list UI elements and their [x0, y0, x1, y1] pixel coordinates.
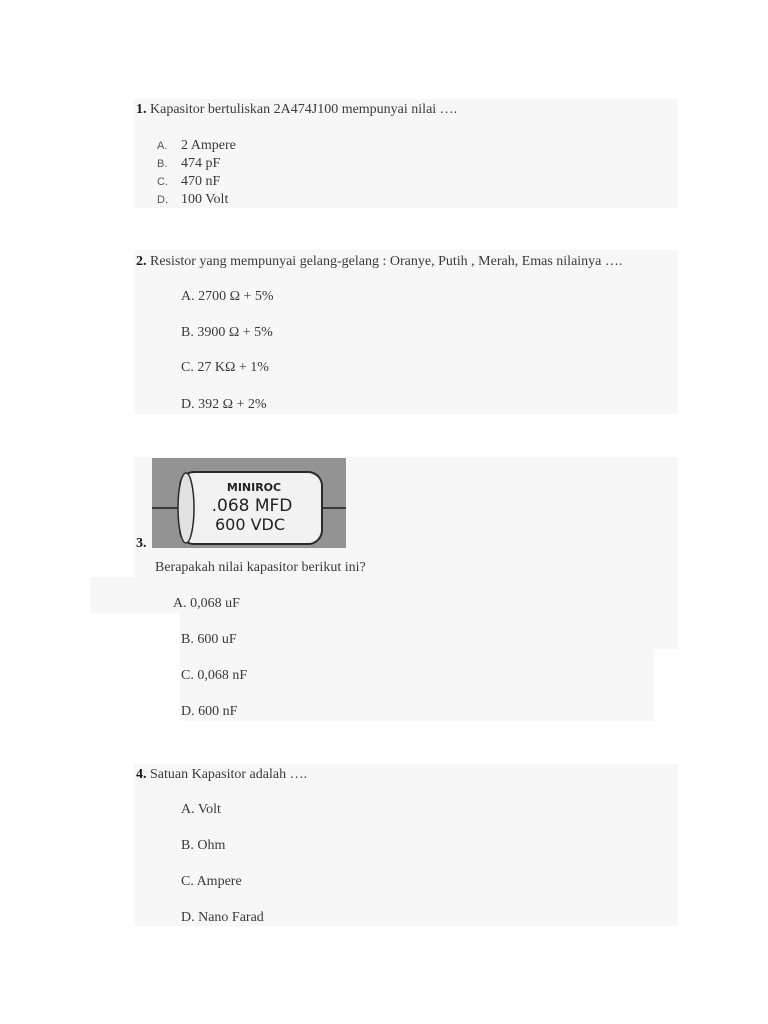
- capacitor-value-label: .068 MFD: [211, 496, 293, 516]
- q1-option-a-text: 2 Ampere: [181, 138, 236, 153]
- q3-option-b[interactable]: B. 600 uF: [181, 632, 237, 647]
- q1-option-c-letter: C.: [157, 176, 168, 188]
- q1-option-d-text: 100 Volt: [181, 192, 229, 207]
- question-3-number-line: [136, 535, 147, 553]
- capacitor-brand-label: MINIROC: [226, 481, 282, 494]
- q4-option-a[interactable]: A. Volt: [181, 802, 221, 817]
- q4-option-d[interactable]: D. Nano Farad: [181, 910, 264, 925]
- question-2-number: 2.: [136, 254, 147, 269]
- q3-option-d[interactable]: D. 600 nF: [181, 704, 238, 719]
- question-2-stem: [136, 253, 622, 271]
- q2-option-b[interactable]: B. 3900 Ω + 5%: [181, 325, 273, 340]
- capacitor-image: [152, 458, 346, 548]
- question-3-number: 3.: [136, 536, 147, 551]
- q1-option-c-text: 470 nF: [181, 174, 221, 189]
- question-1-number: 1.: [136, 102, 147, 117]
- question-2-text: Resistor yang mempunyai gelang-gelang : Oranye, Putih , Merah, Emas nilainya ….: [150, 254, 623, 269]
- question-4-text: Satuan Kapasitor adalah ….: [150, 767, 308, 782]
- question-1-text: Kapasitor bertuliskan 2A474J100 mempunyai nilai ….: [150, 102, 458, 117]
- q4-option-b[interactable]: B. Ohm: [181, 838, 226, 853]
- q1-option-b-letter: B.: [157, 158, 168, 170]
- question-4-stem: [136, 766, 307, 784]
- q3-option-a[interactable]: A. 0,068 uF: [173, 596, 240, 611]
- q1-option-d-letter: D.: [157, 194, 168, 206]
- q2-option-a[interactable]: A. 2700 Ω + 5%: [181, 289, 274, 304]
- q1-option-b-text: 474 pF: [181, 156, 221, 171]
- question-3-block-bottom: [180, 613, 678, 649]
- q1-option-a[interactable]: [157, 137, 236, 155]
- q1-option-b[interactable]: [157, 155, 220, 173]
- q1-option-a-letter: A.: [157, 140, 168, 152]
- question-3-block-tail: [180, 649, 654, 721]
- q4-option-c[interactable]: C. Ampere: [181, 874, 242, 889]
- question-4-number: 4.: [136, 767, 147, 782]
- capacitor-voltage-label: 600 VDC: [214, 515, 286, 534]
- q1-option-d[interactable]: [157, 191, 228, 209]
- q2-option-c[interactable]: C. 27 KΩ + 1%: [181, 360, 269, 375]
- q2-option-d[interactable]: D. 392 Ω + 2%: [181, 397, 267, 412]
- question-1-stem: [136, 101, 457, 119]
- q1-option-c[interactable]: [157, 173, 220, 191]
- question-3-text: Berapakah nilai kapasitor berikut ini?: [155, 560, 366, 575]
- q3-option-c[interactable]: C. 0,068 nF: [181, 668, 248, 683]
